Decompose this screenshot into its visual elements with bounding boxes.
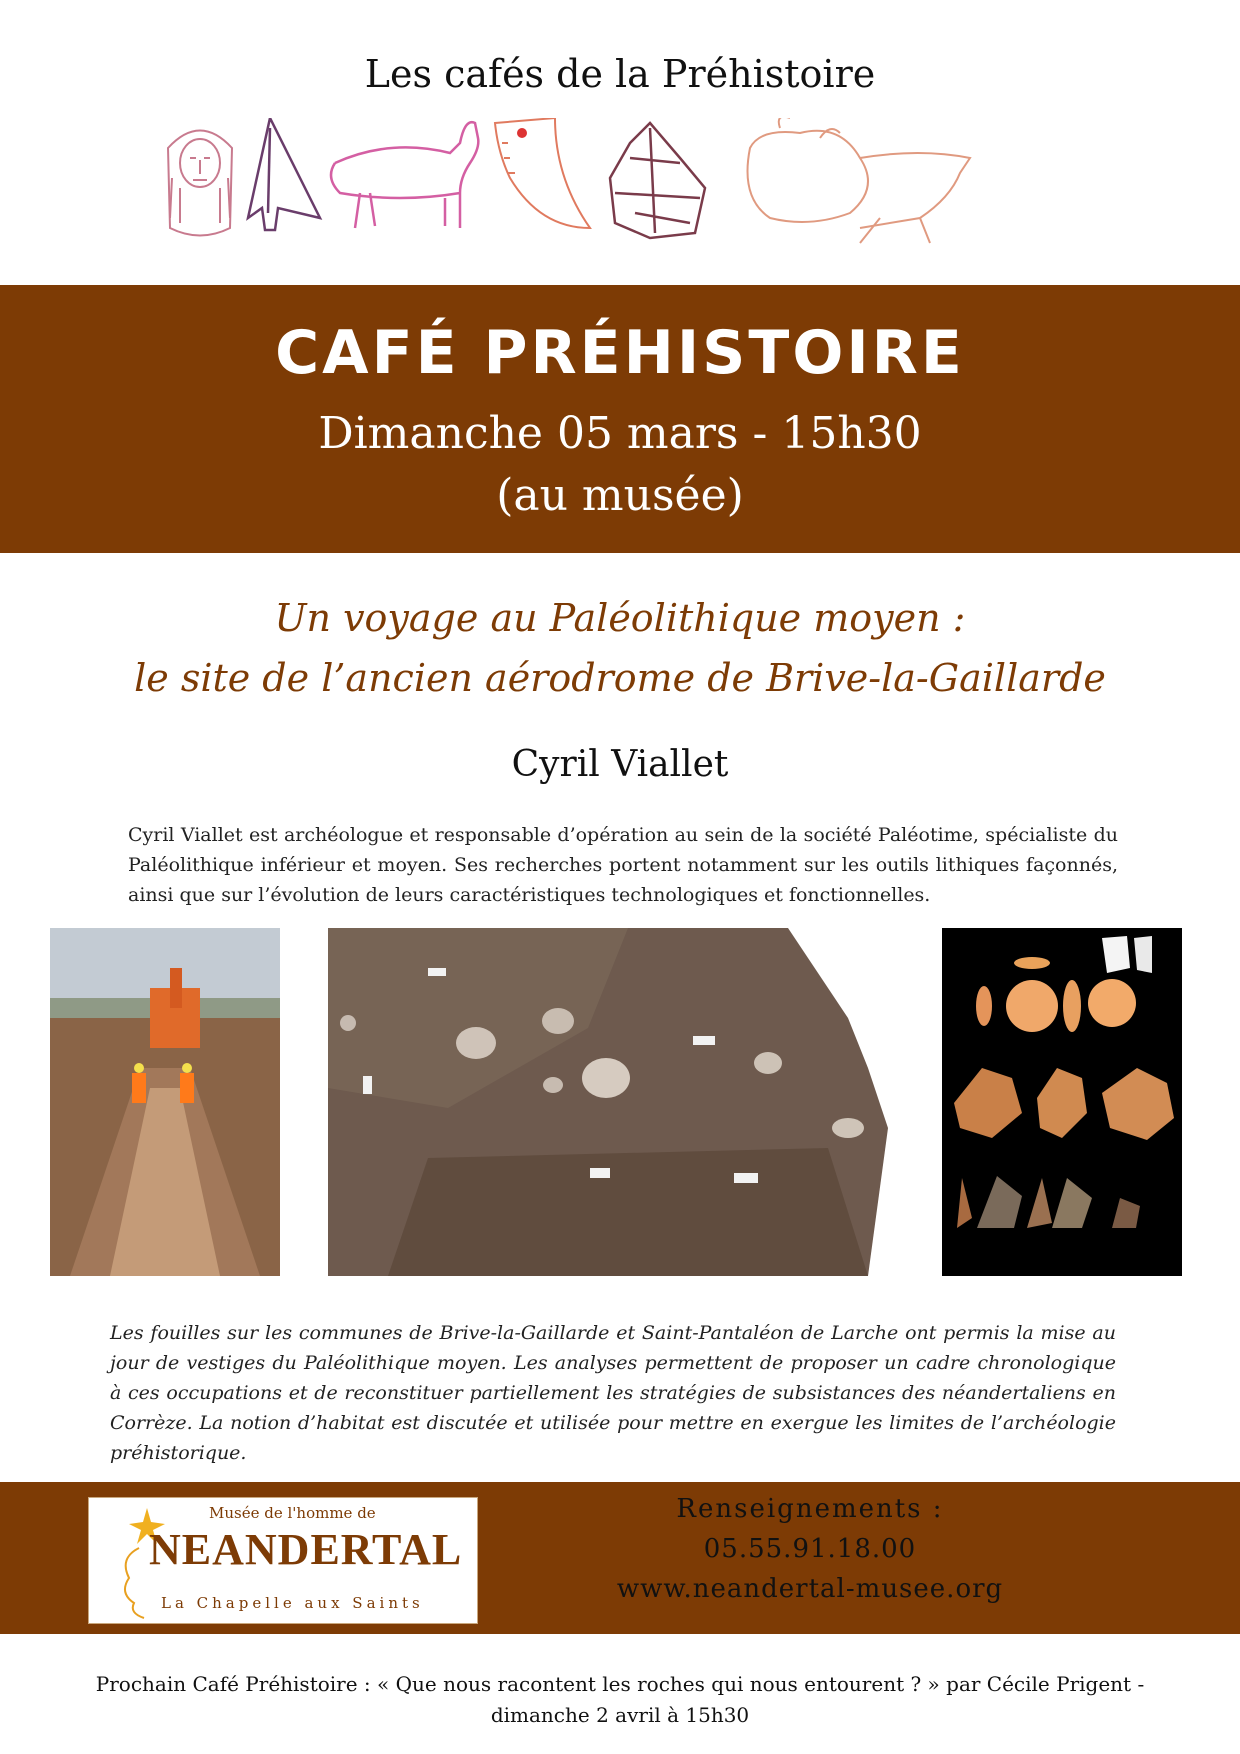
event-title: CAFÉ PRÉHISTOIRE [275, 318, 965, 388]
event-place: (au musée) [496, 470, 744, 521]
museum-logo [88, 1497, 478, 1624]
event-date: Dimanche 05 mars - 15h30 [318, 408, 922, 459]
logo-line2: NEANDERTAL [149, 1525, 463, 1574]
prehistoric-illustrations [160, 118, 1090, 278]
talk-title-line2: le site de l’ancien aérodrome de Brive-la-Gaillarde [134, 656, 1106, 700]
ibex-icon [331, 122, 478, 228]
logo-line1: Musée de l'homme de [209, 1504, 376, 1522]
contact-phone: 05.55.91.18.00 [703, 1534, 917, 1564]
contact-website: www.neandertal-musee.org [616, 1574, 1004, 1604]
speaker-bio: Cyril Viallet est archéologue et responsable d’opération au sein de la société Paléotime, spécialiste du Paléolithique inférieur et moyen. Ses recherches portent notamment sur les outils lithiques façonnés, ainsi que sur l’évolution de leurs caractéristiques technologiques et fonctionnelles. [128, 824, 1118, 906]
series-title: Les cafés de la Préhistoire [364, 52, 876, 96]
next-event-line1: Prochain Café Préhistoire : « Que nous racontent les roches qui nous entourent ? » par Cécile Prigent - [95, 1672, 1145, 1696]
handaxe-icon [610, 123, 705, 238]
excavation-photo [50, 928, 280, 1276]
arrowhead-icon [248, 118, 320, 230]
excavation-floor-photo [328, 928, 888, 1276]
next-event-line2: dimanche 2 avril à 15h30 [490, 1703, 750, 1727]
talk-description: Les fouilles sur les communes de Brive-la-Gaillarde et Saint-Pantaléon de Larche ont permis la mise au jour de vestiges du Paléolithique moyen. Les analyses permettent de proposer un cadre chronologique à ces occupations et de reconstituer partiellement les stratégies de subsistances des néandertaliens en Corrèze. La notion d’habitat est discutée et utilisée pour mettre en exergue les limites de l’archéologie préhistorique. [110, 1322, 1116, 1464]
speaker-name: Cyril Viallet [511, 744, 729, 785]
horn-icon [495, 118, 590, 228]
venus-head-icon [168, 131, 232, 236]
talk-title-line1: Un voyage au Paléolithique moyen : [274, 596, 966, 640]
lithic-tools-photo [942, 928, 1182, 1276]
bison-icon [748, 118, 971, 243]
logo-line3: La Chapelle aux Saints [161, 1594, 424, 1612]
contact-heading: Renseignements : [676, 1494, 944, 1524]
